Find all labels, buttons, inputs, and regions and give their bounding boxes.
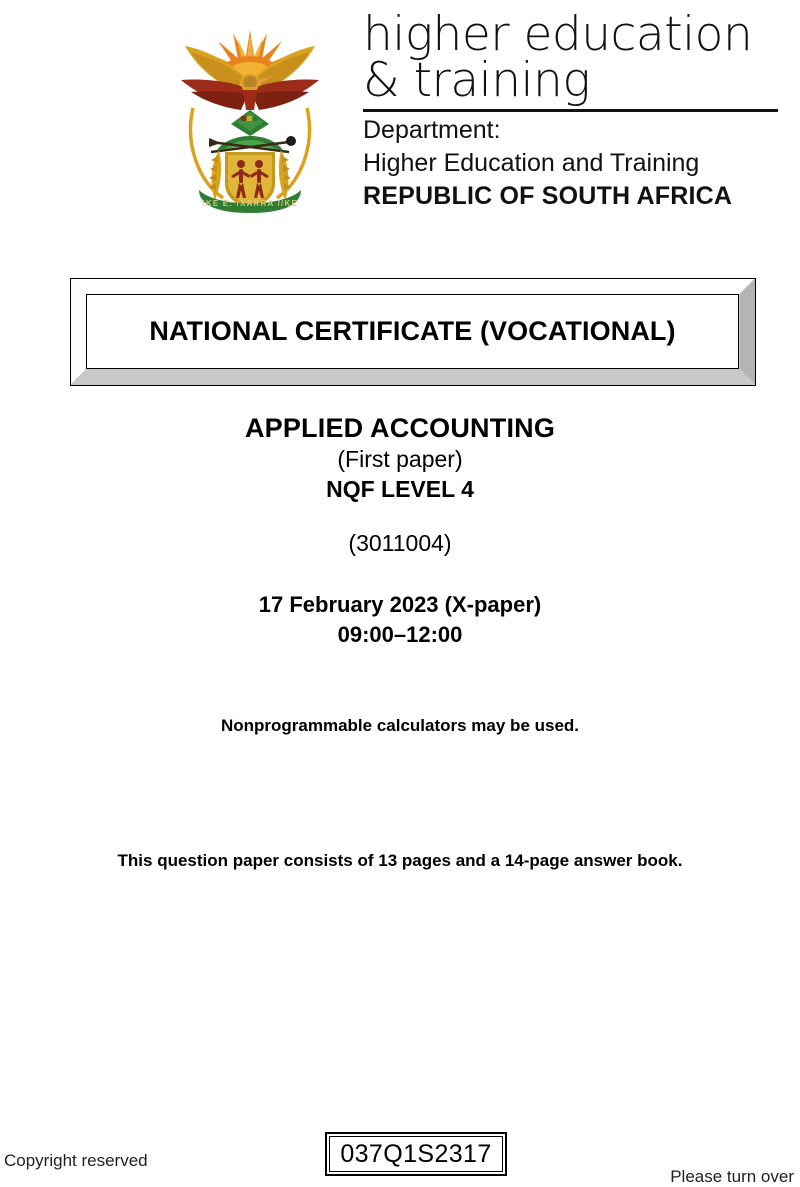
wordmark-line-2: & training — [363, 52, 591, 108]
department-logo-text — [363, 7, 783, 210]
bevel-right-face — [740, 279, 755, 384]
certificate-title-inner — [86, 294, 739, 369]
turn-over-notice: Please turn over — [670, 1167, 794, 1186]
nqf-level: NQF LEVEL 4 — [326, 475, 474, 502]
certificate-title: NATIONAL CERTIFICATE (VOCATIONAL) — [149, 316, 676, 346]
exam-datetime-block — [0, 590, 800, 649]
paper-code-inner-border — [329, 1136, 503, 1172]
subject-block — [0, 412, 800, 504]
calculator-note: Nonprogrammable calculators may be used. — [220, 716, 580, 735]
subject-code-block — [0, 530, 800, 557]
bevel-bottom-face — [71, 370, 754, 385]
country-name: REPUBLIC OF SOUTH AFRICA — [363, 181, 733, 210]
wordmark-divider — [363, 109, 778, 112]
copyright-notice: Copyright reserved — [4, 1151, 148, 1170]
certificate-title-box — [70, 278, 756, 386]
coat-of-arms-motto: !KE E: /XARRA //KE — [202, 199, 298, 208]
subject-name: APPLIED ACCOUNTING — [244, 413, 556, 443]
exam-date: 17 February 2023 (X-paper) — [258, 592, 542, 617]
bevel-top-face — [71, 279, 754, 294]
subject-code: (3011004) — [348, 530, 452, 556]
paper-code: 037Q1S2317 — [340, 1139, 492, 1168]
paper-part: (First paper) — [337, 446, 463, 473]
calculator-note-block — [0, 716, 800, 736]
exam-time: 09:00–12:00 — [337, 621, 463, 647]
page-count-block — [0, 851, 800, 871]
paper-code-box — [325, 1132, 507, 1176]
page-count-note: This question paper consists of 13 pages and a 14-page answer book. — [117, 851, 683, 870]
wordmark-line-1: higher education — [363, 7, 753, 62]
department-name: Higher Education and Training — [363, 148, 700, 177]
department-label: Department: — [363, 116, 501, 145]
south-african-coat-of-arms-icon — [155, 12, 345, 217]
bevel-left-face — [71, 279, 86, 384]
page-header — [0, 0, 800, 225]
